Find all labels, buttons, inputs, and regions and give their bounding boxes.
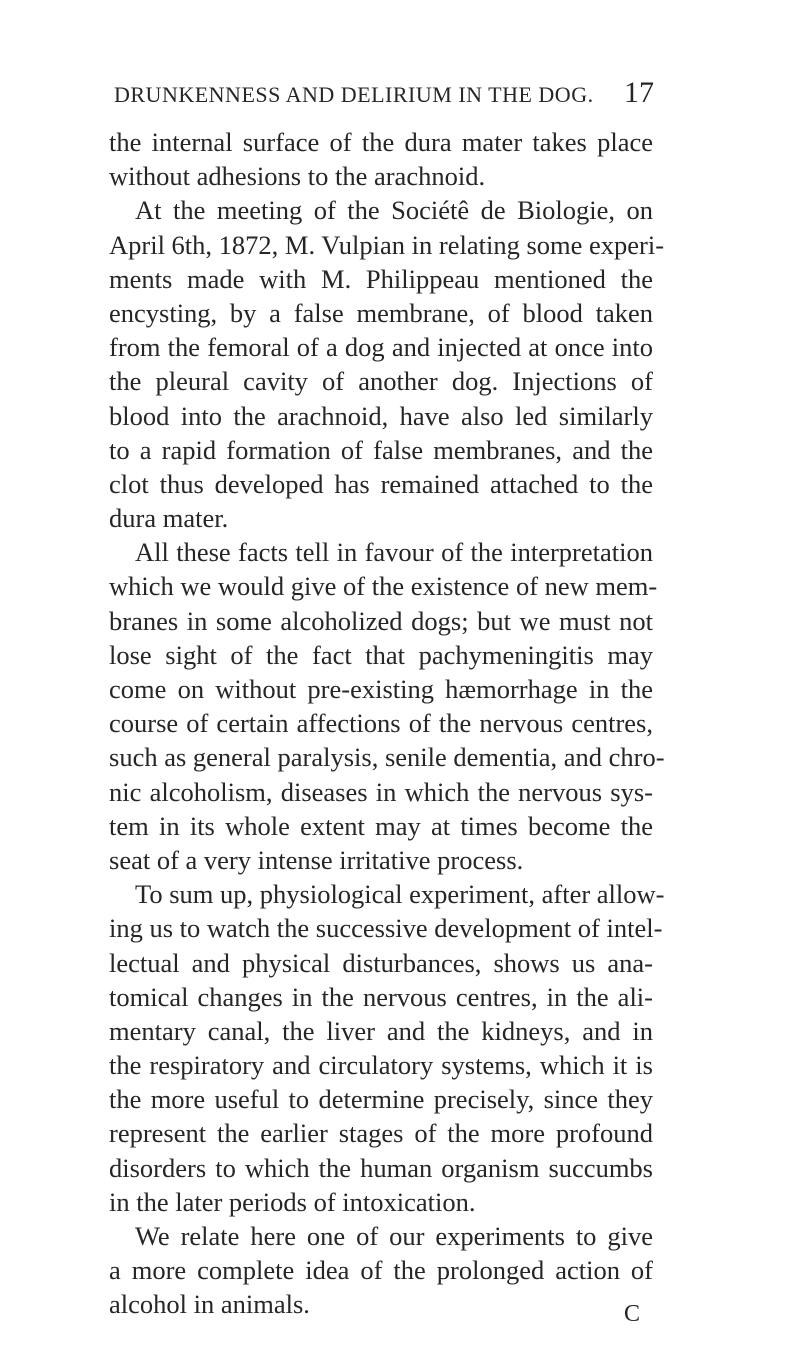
text-line: disorders to which the human organism succumbs	[109, 1152, 653, 1183]
text-line: course of certain affections of the nervous centres,	[109, 708, 653, 739]
text-line: alcohol in animals.	[109, 1289, 310, 1320]
text-line: the pleural cavity of another dog. Injections of	[109, 366, 653, 397]
text-line: clot thus developed has remained attached to the	[109, 468, 653, 499]
text-line: At the meeting of the Sociétê de Biologie, on	[135, 195, 653, 226]
page-number: 17	[624, 76, 654, 109]
running-head	[114, 76, 654, 112]
text-line: represent the earlier stages of the more profound	[109, 1118, 653, 1149]
text-line: in the later periods of intoxication.	[109, 1186, 476, 1217]
text-line: ments made with M. Philippeau mentioned the	[109, 263, 653, 294]
text-line: lectual and physical disturbances, shows us ana-	[109, 947, 653, 978]
body-text	[109, 125, 665, 1322]
text-line: encysting, by a false membrane, of blood taken	[109, 297, 653, 328]
text-line: blood into the arachnoid, have also led similarly	[109, 400, 653, 431]
text-line: nic alcoholism, diseases in which the nervous sys-	[109, 776, 653, 807]
signature-mark: C	[624, 1301, 641, 1327]
text-line: mentary canal, the liver and the kidneys, and in	[109, 1015, 653, 1046]
text-line: come on without pre-existing hæmorrhage in the	[109, 674, 653, 704]
text-line: branes in some alcoholized dogs; but we must not	[109, 605, 653, 636]
text-line: ing us to watch the successive development of intel-	[109, 913, 663, 944]
text-line: a more complete idea of the prolonged action of	[109, 1255, 653, 1286]
text-line: such as general paralysis, senile dementia, and chro-	[109, 742, 665, 773]
text-line: tomical changes in the nervous centres, in the ali-	[109, 981, 653, 1012]
text-line: the more useful to determine precisely, since they	[109, 1084, 653, 1115]
text-line: All these facts tell in favour of the interpretation	[135, 537, 653, 568]
text-line: without adhesions to the arachnoid.	[109, 161, 486, 192]
text-line: which we would give of the existence of new mem-	[109, 571, 658, 602]
text-line: dura mater.	[109, 503, 229, 534]
text-line: tem in its whole extent may at times become the	[109, 810, 653, 841]
running-title: DRUNKENNESS AND DELIRIUM IN THE DOG.	[114, 82, 594, 107]
text-line: the respiratory and circulatory systems, which it is	[109, 1050, 653, 1081]
text-line: the internal surface of the dura mater takes place	[109, 127, 653, 157]
text-line: We relate here one of our experiments to give	[135, 1221, 653, 1251]
text-line: to a rapid formation of false membranes, and the	[109, 434, 653, 465]
text-line: seat of a very intense irritative process.	[109, 844, 524, 875]
text-line: lose sight of the fact that pachymeningitis may	[109, 639, 653, 670]
text-line: April 6th, 1872, M. Vulpian in relating some experi-	[109, 229, 665, 260]
text-line: from the femoral of a dog and injected at once into	[109, 332, 653, 363]
text-line: To sum up, physiological experiment, after allow-	[135, 879, 665, 910]
